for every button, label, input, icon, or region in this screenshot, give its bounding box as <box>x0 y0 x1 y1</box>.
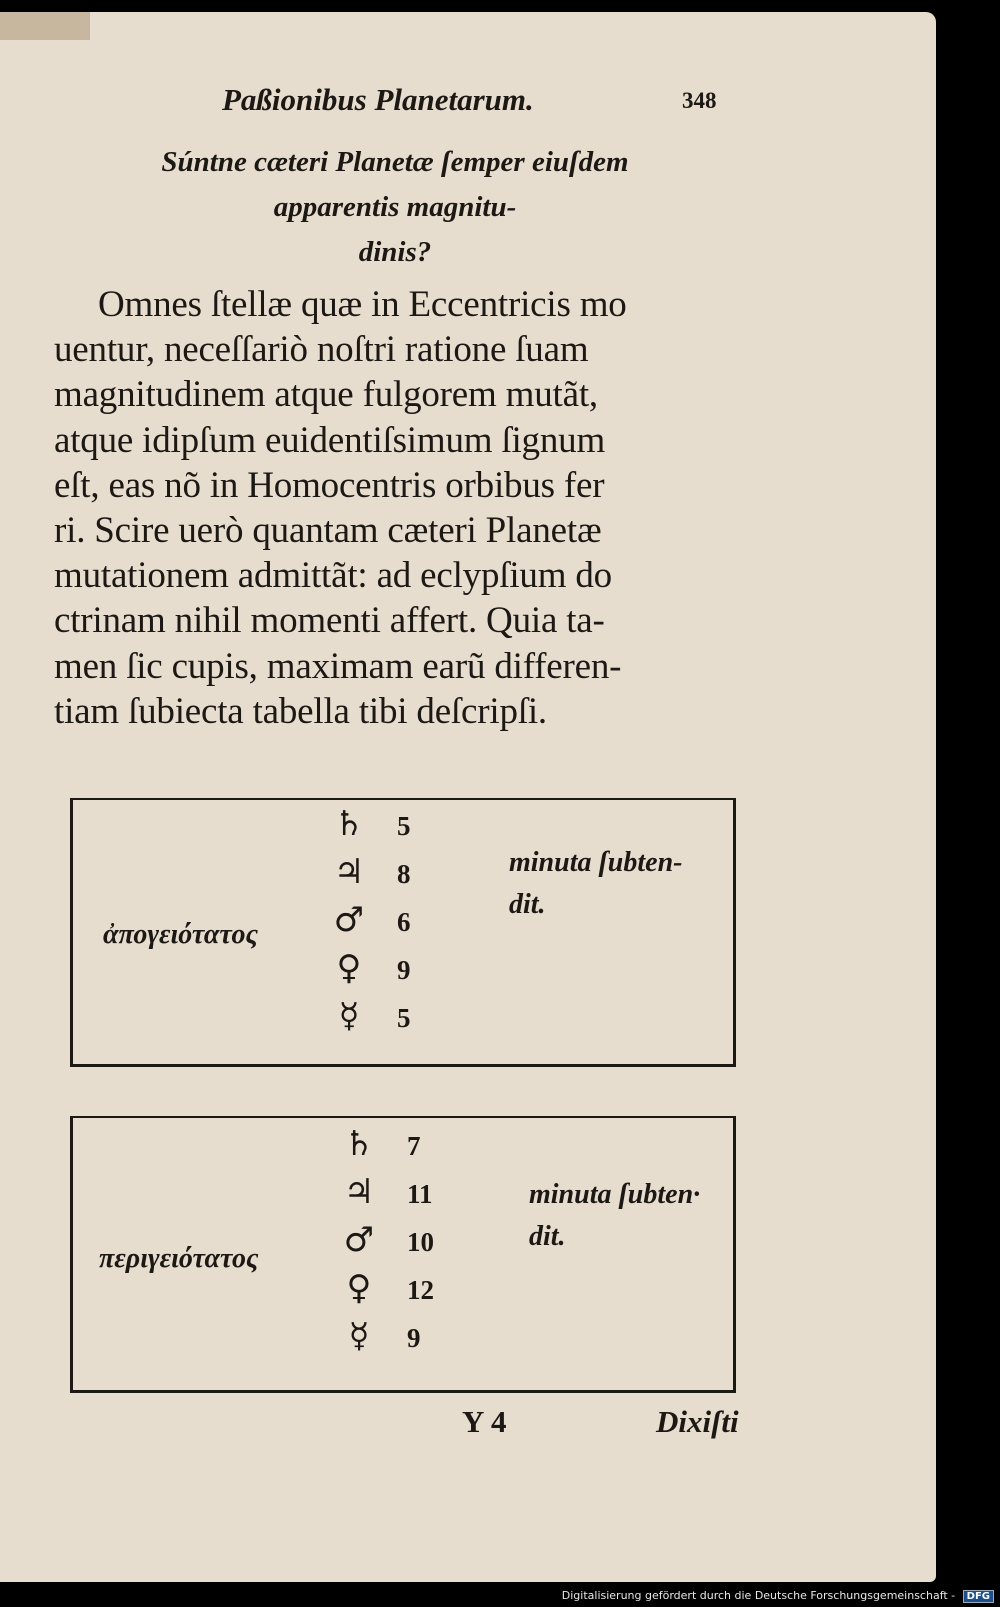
venus-symbol: ♀ <box>346 1268 372 1308</box>
mars-symbol: ♂ <box>343 1220 375 1260</box>
text-line: tiam ſubiecta tabella tibi deſcripſi. <box>54 690 547 732</box>
note-line: minuta ſubten· <box>529 1179 701 1210</box>
text-line: ctrinam nihil momenti affert. Quia ta- <box>54 600 605 642</box>
venus-symbol: ♀ <box>336 948 362 988</box>
planet-value: 12 <box>407 1275 434 1305</box>
running-title: Paßionibus Planetarum. <box>222 82 534 117</box>
planet-value: 9 <box>407 1323 421 1353</box>
planet-value: 10 <box>407 1227 434 1257</box>
catchword: Dixiſti <box>656 1404 739 1439</box>
jupiter-symbol: ♃ <box>343 1172 375 1212</box>
note-line: minuta ſubten- <box>509 847 683 878</box>
apogee-table <box>70 798 736 1067</box>
page-number: 348 <box>682 88 717 113</box>
mercury-symbol: ☿ <box>338 996 360 1036</box>
mercury-symbol: ☿ <box>348 1316 370 1356</box>
text-line: uentur, neceſſariò noſtri ratione ſuam <box>54 329 589 371</box>
credit-text: Digitalisierung gefördert durch die Deutsche Forschungsgemeinschaft - <box>561 1589 956 1602</box>
text-line: magnitudinem atque fulgorem mutãt, <box>54 374 598 416</box>
question-heading <box>130 140 660 275</box>
dfg-logo[interactable]: DFG <box>963 1590 994 1603</box>
perigee-table <box>70 1116 736 1393</box>
binding-edge <box>0 12 90 40</box>
note-line: dit. <box>509 889 546 920</box>
page-header <box>222 82 742 132</box>
jupiter-symbol: ♃ <box>333 852 365 892</box>
planet-value: 11 <box>407 1179 433 1209</box>
planet-value: 8 <box>397 859 411 889</box>
text-line: eſt, eas nõ in Homocentris orbibus fer <box>54 464 605 506</box>
text-line: men ſic cupis, maximam earũ differen- <box>54 645 622 687</box>
question-line: Súntne cæteri Planetæ ſemper eiuſdem <box>161 146 629 178</box>
table-note <box>509 842 682 926</box>
planet-value: 5 <box>397 811 411 841</box>
planet-value: 9 <box>397 955 411 985</box>
table-label: ἀπογειότατος <box>103 919 258 950</box>
digitization-credit <box>562 1589 994 1603</box>
saturn-symbol: ♄ <box>343 1124 375 1164</box>
book-page <box>0 12 936 1582</box>
table-label: περιγειότατος <box>99 1243 259 1274</box>
planet-value: 7 <box>407 1131 421 1161</box>
note-line: dit. <box>529 1221 566 1252</box>
text-line: atque idipſum euidentiſsimum ſignum <box>54 419 606 461</box>
question-line: dinis? <box>358 236 432 268</box>
question-line: apparentis magnitu- <box>273 191 517 223</box>
planet-value: 6 <box>397 907 411 937</box>
mars-symbol: ♂ <box>333 900 365 940</box>
table-note <box>529 1174 700 1258</box>
text-line: mutationem admittãt: ad eclypſium do <box>54 555 612 597</box>
body-paragraph <box>54 282 744 734</box>
text-line: Omnes ſtellæ quæ in Eccentricis mo <box>98 284 627 325</box>
planet-value: 5 <box>397 1003 411 1033</box>
saturn-symbol: ♄ <box>333 804 365 844</box>
text-line: ri. Scire uerò quantam cæteri Planetæ <box>54 510 602 552</box>
signature-mark: Y 4 <box>462 1404 507 1439</box>
